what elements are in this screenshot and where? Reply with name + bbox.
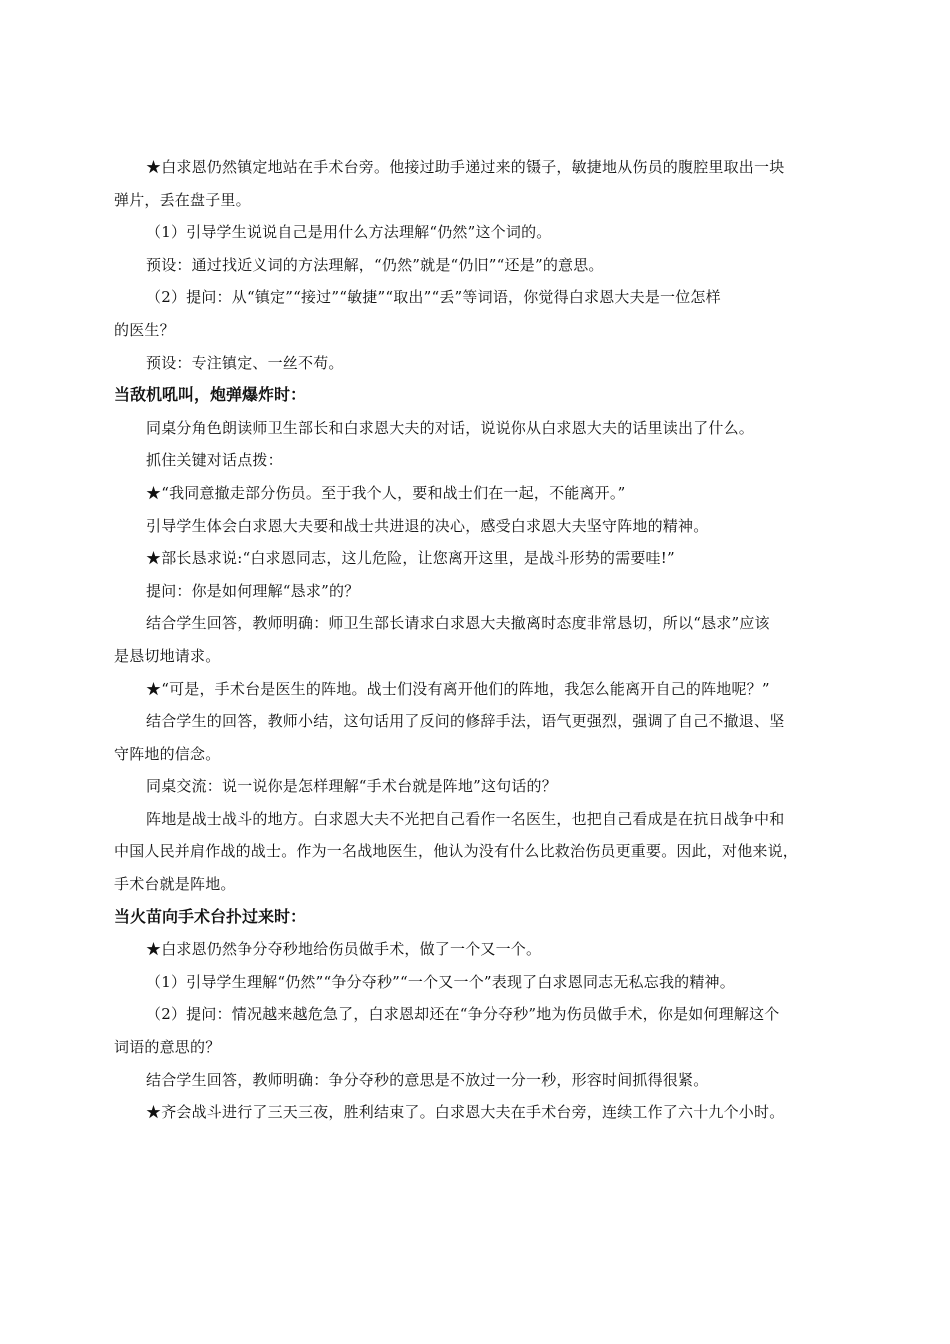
paragraph-line: 守阵地的信念。 <box>114 744 221 763</box>
paragraph-line: （2）提问：情况越来越危急了，白求恩却还在“争分夺秒”地为伤员做手术，你是如何理解这个 <box>146 1005 780 1024</box>
paragraph-line: 是恳切地请求。 <box>114 646 221 665</box>
paragraph-line: 引导学生体会白求恩大夫要和战士共进退的决心，感受白求恩大夫坚守阵地的精神。 <box>146 516 709 535</box>
paragraph-line: 结合学生的回答，教师小结，这句话用了反问的修辞手法，语气更强烈，强调了自己不撤退、坚 <box>146 712 785 731</box>
paragraph-line: （2）提问：从“镇定”“接过”“敏捷”“取出”“丢”等词语，你觉得白求恩大夫是一位怎样 <box>146 288 721 307</box>
paragraph-line: 结合学生回答，教师明确：师卫生部长请求白求恩大夫撤离时态度非常恳切，所以“恳求”应该 <box>146 614 770 633</box>
paragraph-line: ★白求恩仍然镇定地站在手术台旁。他接过助手递过来的镊子，敏捷地从伤员的腹腔里取出一块 <box>146 158 785 176</box>
paragraph-line: 预设：专注镇定、一丝不苟。 <box>146 353 344 372</box>
paragraph-line: （1）引导学生理解“仍然”“争分夺秒”“一个又一个”表现了白求恩同志无私忘我的精神。 <box>146 972 735 991</box>
paragraph-line: 手术台就是阵地。 <box>114 875 236 894</box>
paragraph-line: ★齐会战斗进行了三天三夜，胜利结束了。白求恩大夫在手术台旁，连续工作了六十九个小时。 <box>146 1103 785 1122</box>
paragraph-line: 提问：你是如何理解“恳求”的？ <box>146 581 360 600</box>
paragraph-line: 结合学生回答，教师明确：争分夺秒的意思是不放过一分一秒，形容时间抓得很紧。 <box>146 1070 709 1089</box>
document-body <box>114 151 862 1129</box>
paragraph-line: 的医生？ <box>114 320 175 339</box>
paragraph-line: 弹片，丢在盘子里。 <box>114 190 251 209</box>
paragraph-line: 中国人民并肩作战的战士。作为一名战地医生，他认为没有什么比救治伤员更重要。因此，对他来说， <box>114 842 799 861</box>
paragraph-line: ★部长恳求说:“白求恩同志，这儿危险，让您离开这里，是战斗形势的需要哇!” <box>146 549 675 568</box>
paragraph-line: ★“可是，手术台是医生的阵地。战士们没有离开他们的阵地，我怎么能离开自己的阵地呢？” <box>146 679 770 698</box>
paragraph-line: 预设：通过找近义词的方法理解，“仍然”就是“仍旧”“还是”的意思。 <box>146 255 604 274</box>
paragraph-line: 词语的意思的？ <box>114 1038 221 1057</box>
paragraph-line: ★白求恩仍然争分夺秒地给伤员做手术，做了一个又一个。 <box>146 940 542 959</box>
paragraph-line: 抓住关键对话点拨： <box>146 451 283 470</box>
paragraph-line: ★“我同意撤走部分伤员。至于我个人，要和战士们在一起，不能离开。” <box>146 483 626 502</box>
paragraph-line: 阵地是战士战斗的地方。白求恩大夫不光把自己看作一名医生，也把自己看成是在抗日战争中和 <box>146 809 785 828</box>
section-heading: 当敌机吼叫，炮弹爆炸时： <box>114 385 307 405</box>
paragraph-line: （1）引导学生说说自己是用什么方法理解“仍然”这个词的。 <box>146 223 552 242</box>
paragraph-line: 同桌交流：说一说你是怎样理解“手术台就是阵地”这句话的？ <box>146 777 557 796</box>
paragraph-line: 同桌分角色朗读师卫生部长和白求恩大夫的对话，说说你从白求恩大夫的话里读出了什么。 <box>146 418 755 437</box>
section-heading: 当火苗向手术台扑过来时： <box>114 906 307 926</box>
